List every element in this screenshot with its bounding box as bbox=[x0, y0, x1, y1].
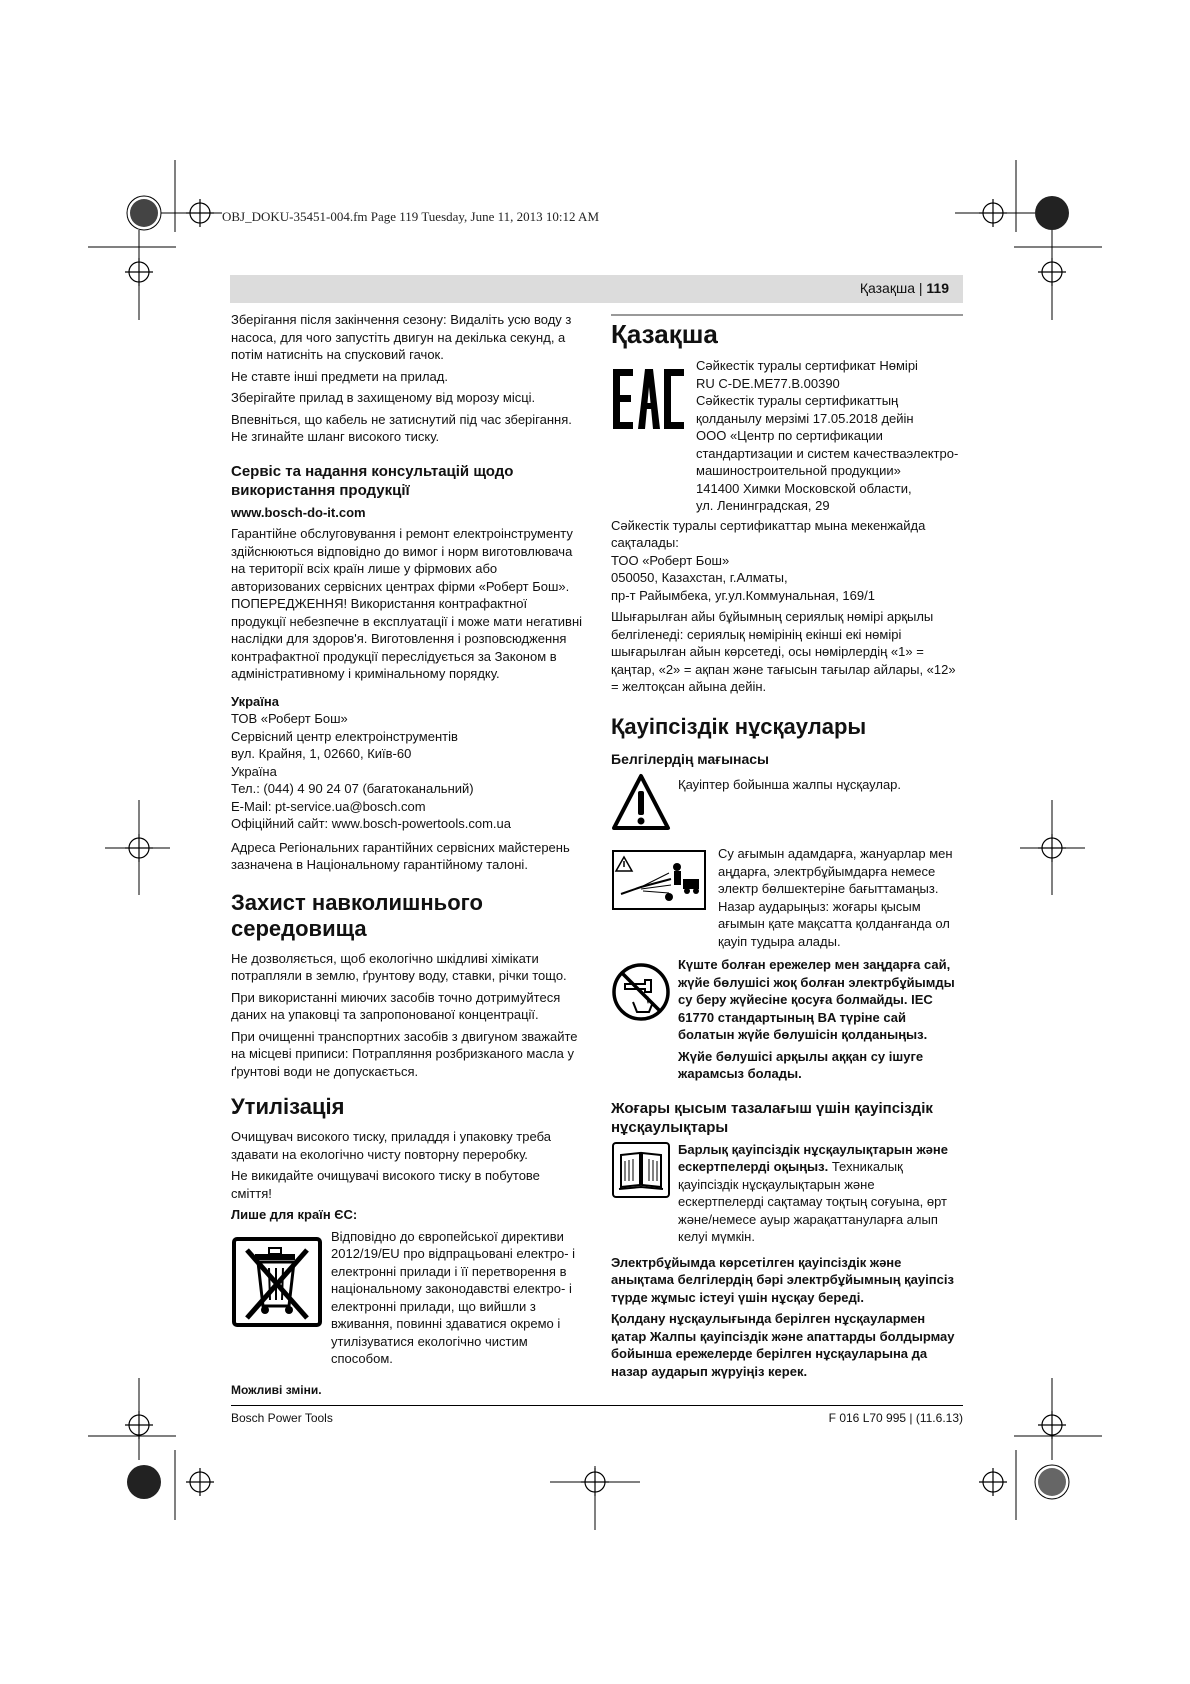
ukraine-line: вул. Крайня, 1, 02660, Київ-60 bbox=[231, 746, 412, 761]
cert-addr-line: 050050, Казахстан, г.Алматы, bbox=[611, 570, 788, 585]
ukraine-line: Україна bbox=[231, 763, 277, 779]
weee-text: Відповідно до європейської директиви 2012/19/EU про відпрацьовані електро- і електронні прилади і її перетворення в національному законодавстві електро- і електронні прилади, що вийшли з вживання, повинні здаватися окремо і утилізуватися екологічно чистим способом. bbox=[331, 1228, 576, 1366]
read-manual-bold: Барлық қауіпсіздік нұсқаулықтарын және ескертпелерді оқыңыз. bbox=[678, 1141, 948, 1174]
certificate-block bbox=[611, 357, 963, 515]
storage-paragraph-4: Впевніться, що кабель не затиснутий під час зберігання. Не згинайте шланг високого тиску. bbox=[231, 411, 572, 444]
header-sep: | bbox=[914, 280, 927, 296]
no-drinking-water-icon bbox=[611, 956, 678, 1027]
print-slug: OBJ_DOKU-35451-004.fm Page 119 Tuesday, June 11, 2013 10:12 AM bbox=[222, 209, 599, 224]
weee-block bbox=[231, 1228, 583, 1372]
left-column bbox=[231, 311, 583, 1403]
storage-paragraph: Зберігання після закінчення сезону: Видаліть усю воду з насоса, для чого запустіть двигун на декілька секунд, а потім натисніть на спусковий гачок. bbox=[231, 312, 572, 362]
symbol-general-text: Қауіптер бойынша жалпы нұсқаулар. bbox=[678, 776, 902, 792]
environment-heading: Захист навколишнього середовища bbox=[231, 889, 483, 941]
cert-line: 141400 Химки Московской области, bbox=[696, 480, 912, 496]
footer-doc-number: F 016 L70 995 | (11.6.13) bbox=[828, 1411, 963, 1425]
page-number: 119 bbox=[926, 280, 949, 296]
disposal-heading: Утилізація bbox=[231, 1094, 345, 1119]
ukraine-line: Сервісний центр електроінструментів bbox=[231, 728, 458, 744]
symbol-row-jet bbox=[611, 845, 963, 954]
symbol-jet-text: Су ағымын адамдарға, жануарлар мен аңдарға, электрбұйымдарға немесе электр бөлшектеріне бағыттамаңыз. Назар аударыңыз: жоғары қысым ағымын қате мақсатта қолданғанда ол қауіп тудыра алады. bbox=[718, 846, 953, 949]
ukraine-address bbox=[231, 710, 583, 833]
ukraine-website[interactable]: Офіційний сайт: www.bosch-powertools.com.ua bbox=[231, 816, 511, 831]
cert-addr-line: ТОО «Роберт Бош» bbox=[611, 552, 730, 568]
disposal-paragraph: Не викидайте очищувачі високого тиску в побутове сміття! bbox=[231, 1168, 540, 1201]
high-pressure-heading: Жоғары қысым тазалағыш үшін қауіпсіздік нұсқаулықтары bbox=[611, 1099, 933, 1136]
cert-line: ООО «Центр по сертификации bbox=[696, 428, 883, 443]
environment-paragraph: При використанні миючих засобів точно дотримуйтеся даних на упаковці та запропонованої концентрації. bbox=[231, 989, 561, 1022]
ukraine-line: Тел.: (044) 4 90 24 07 (багатоканальний) bbox=[231, 781, 474, 796]
eac-logo bbox=[611, 357, 696, 436]
certificate-text bbox=[696, 357, 963, 515]
read-manual-text bbox=[678, 1141, 963, 1246]
storage-paragraph-3: Зберігайте прилад в захищеному від морозу місці. bbox=[231, 390, 536, 405]
bold-paragraph-2: Қолдану нұсқаулығында берілген нұсқаулармен қатар Жалпы қауіпсіздік және апаттарды болдырмау бойынша ережелерде берілген нұсқауларына да назар аударып жүруіңіз керек. bbox=[611, 1311, 955, 1379]
warning-triangle-icon bbox=[611, 773, 678, 836]
cert-address bbox=[611, 517, 963, 605]
page-header-bar bbox=[230, 275, 963, 303]
footer-brand: Bosch Power Tools bbox=[231, 1411, 333, 1425]
symbol-water-text-b: Жүйе бөлушісі арқылы аққан су ішуге жарамсыз болады. bbox=[678, 1048, 924, 1081]
ukraine-note: Адреса Регіональних гарантійних сервісних майстерень зазначена в Національному гарантійному талоні. bbox=[231, 839, 570, 872]
cert-line: стандартизации и систем качестваэлектро- bbox=[696, 445, 959, 461]
symbols-heading: Белгілердің мағынасы bbox=[611, 750, 770, 767]
bold-paragraph-1: Электрбұйымда көрсетілген қауіпсіздік және анықтама белгілердің бәрі электрбұйымның қауіпсіз түрде жұмыс істеуі үшін нұсқау береді. bbox=[611, 1254, 954, 1305]
cert-line: Сәйкестік туралы сертификаттың bbox=[696, 393, 899, 408]
symbol-row-general bbox=[611, 773, 963, 836]
service-heading: Сервіс та надання консультацій щодо використання продукції bbox=[231, 462, 514, 499]
read-manual-rest: Техникалық қауіпсіздік нұсқаулықтарын және ескертпелерді сақтамау тоқтың соғуына, өрт және/немесе ауыр жарақаттануларға алып келуі мүмкін. bbox=[678, 1159, 947, 1244]
weee-bin-icon bbox=[231, 1228, 331, 1333]
disposal-paragraph: Очищувач високого тиску, приладдя і упаковку треба здавати на екологічно чисту повторну переробку. bbox=[231, 1129, 551, 1162]
water-jet-warning-icon bbox=[611, 845, 718, 916]
right-column bbox=[611, 311, 963, 1384]
ukraine-heading: Україна bbox=[231, 693, 280, 709]
symbol-water-text-a: Күште болған ережелер мен заңдарға сай, жүйе бөлушісі жоқ болған электрбұйымды су беру жүйесіне қосуға болмайды. IEC 61770 стандартының BA түріне сай болатын жүйе бөлушісін қолданыңыз. bbox=[678, 957, 955, 1042]
service-url[interactable]: www.bosch-do-it.com bbox=[231, 504, 366, 520]
header-section: Қазақша bbox=[859, 280, 915, 296]
safety-heading: Қауіпсіздік нұсқаулары bbox=[611, 713, 867, 739]
cert-line: машиностроительной продукции» bbox=[696, 463, 901, 478]
ukraine-email[interactable]: E-Mail: pt-service.ua@bosch.com bbox=[231, 798, 426, 814]
serial-number-text: Шығарылған айы бұйымның сериялық нөмірі арқылы белгіленеді: сериялық нөмірінің екінші екі нөмірі шығарылған айын көрсетеді, осы нөмірлердің «1» = қаңтар, «2» = ақпан және тағысын тағылар айлары, «12» = желтоқсан айына дейін. bbox=[611, 609, 956, 694]
kazakh-title: Қазақша bbox=[611, 319, 718, 349]
footer-rule bbox=[231, 1405, 963, 1406]
environment-paragraph: Не дозволяється, щоб екологічно шкідливі хімікати потрапляли в землю, ґрунтову воду, ставки, річки тощо. bbox=[231, 950, 567, 983]
environment-paragraph: При очищенні транспортних засобів з двигуном зважайте на місцеві приписи: Потрапляння розбризканого масла у ґрунтові води не допускається. bbox=[231, 1028, 578, 1079]
symbol-row-water bbox=[611, 956, 963, 1087]
cert-line: қолданылу мерзімі 17.05.2018 дейін bbox=[696, 410, 914, 426]
eu-heading: Лише для країн ЄС: bbox=[231, 1207, 358, 1222]
page-header-text bbox=[860, 280, 949, 296]
cert-addr-line: Сәйкестік туралы сертификаттар мына мекенжайда сақталады: bbox=[611, 517, 926, 550]
service-text: Гарантійне обслуговування і ремонт електроінструменту здійснюються відповідно до вимог і норм виготовлювача на території всіх країн лише у фірмових або авторизованих сервісних центрах фірми «Роберт Бош». ПОПЕРЕДЖЕННЯ! Використання контрафактної продукції небезпечне в експлуатації і може мати негативні наслідки для здоров'я. Виготовлення і розповсюдження контрафактної продукції переслідується за Законом в адміністративному і кримінальному порядку. bbox=[231, 526, 583, 681]
cert-line: ул. Ленинградская, 29 bbox=[696, 498, 830, 513]
read-manual-row bbox=[611, 1141, 963, 1250]
cert-line: RU C-DE.ME77.B.00390 bbox=[696, 375, 840, 391]
cert-line: Сәйкестік туралы сертификат Нөмірі bbox=[696, 358, 918, 373]
changes-note: Можливі зміни. bbox=[231, 1382, 322, 1397]
ukraine-line: ТОВ «Роберт Бош» bbox=[231, 711, 348, 726]
read-manual-icon bbox=[611, 1141, 678, 1204]
symbol-water-text bbox=[678, 956, 963, 1087]
storage-paragraph-2: Не ставте інші предмети на прилад. bbox=[231, 368, 448, 384]
cert-addr-line: пр-т Райымбека, уг.ул.Коммунальная, 169/1 bbox=[611, 587, 875, 603]
